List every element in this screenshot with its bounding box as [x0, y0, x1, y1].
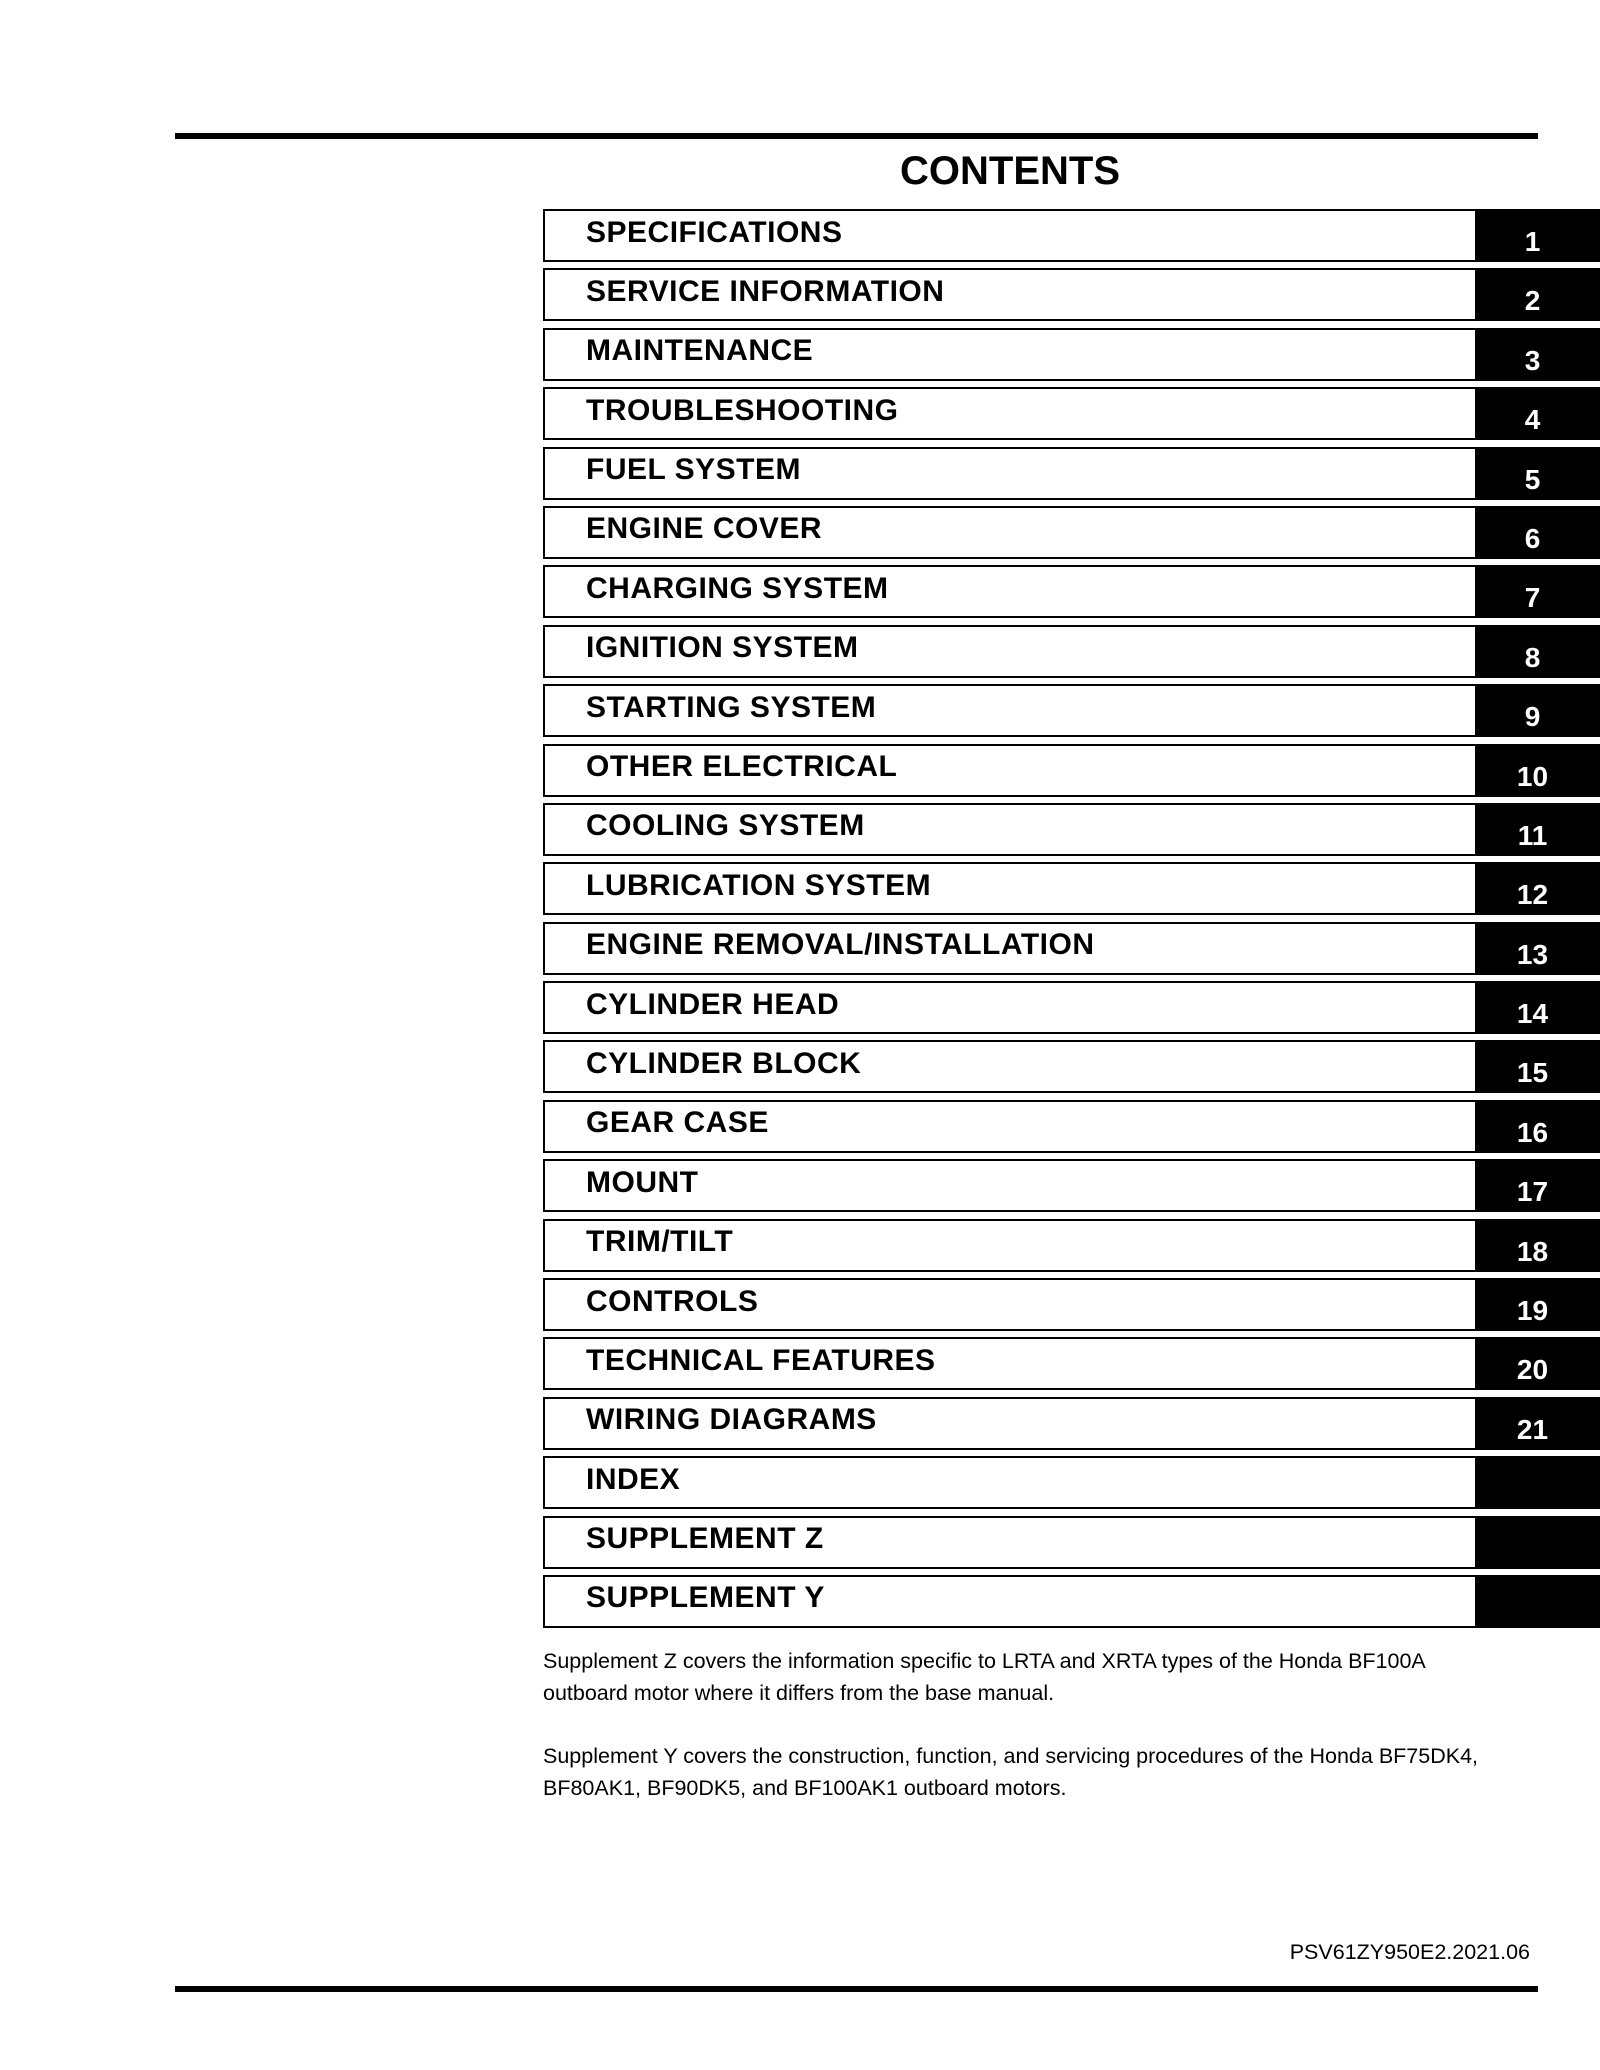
- toc-entry-fuel-system[interactable]: [543, 447, 1600, 500]
- toc-label: OTHER ELECTRICAL: [586, 750, 898, 784]
- section-tab[interactable]: [1477, 506, 1600, 559]
- section-number: 1: [1524, 226, 1541, 257]
- toc-label-box: [543, 684, 1477, 737]
- toc-entry-controls[interactable]: [543, 1278, 1600, 1331]
- section-tab[interactable]: [1477, 1575, 1600, 1628]
- contents-list: [543, 209, 1600, 1634]
- toc-label: FUEL SYSTEM: [586, 453, 801, 487]
- toc-entry-troubleshooting[interactable]: [543, 387, 1600, 440]
- section-number: 13: [1516, 938, 1549, 970]
- section-tab[interactable]: [1477, 1456, 1600, 1509]
- toc-entry-wiring-diagrams[interactable]: [543, 1397, 1600, 1450]
- section-tab[interactable]: [1477, 1159, 1600, 1212]
- section-tab[interactable]: [1477, 803, 1600, 856]
- toc-label-box: [543, 1337, 1477, 1390]
- toc-label: MAINTENANCE: [586, 334, 814, 368]
- toc-label-box: [543, 1516, 1477, 1569]
- toc-label-box: [543, 447, 1477, 500]
- toc-label-box: [543, 1219, 1477, 1272]
- section-tab[interactable]: [1477, 744, 1600, 797]
- toc-entry-engine-cover[interactable]: [543, 506, 1600, 559]
- section-tab[interactable]: [1477, 862, 1600, 915]
- toc-entry-service-information[interactable]: [543, 268, 1600, 321]
- toc-label-box: [543, 387, 1477, 440]
- toc-label: IGNITION SYSTEM: [586, 631, 859, 665]
- toc-label-box: [543, 565, 1477, 618]
- section-number: 11: [1517, 819, 1548, 851]
- section-number: 9: [1524, 701, 1541, 733]
- section-tab[interactable]: [1477, 1337, 1600, 1390]
- toc-entry-maintenance[interactable]: [543, 328, 1600, 381]
- toc-entry-charging-system[interactable]: [543, 565, 1600, 618]
- toc-label: MOUNT: [586, 1165, 699, 1199]
- section-number: 16: [1516, 1116, 1549, 1148]
- toc-label: STARTING SYSTEM: [586, 690, 877, 724]
- toc-label: TRIM/TILT: [586, 1225, 734, 1259]
- section-number: 3: [1524, 344, 1541, 376]
- toc-label-box: [543, 209, 1477, 262]
- toc-label: LUBRICATION SYSTEM: [586, 868, 932, 902]
- top-rule: [175, 133, 1538, 139]
- toc-label: ENGINE COVER: [586, 512, 823, 546]
- toc-label-box: [543, 922, 1477, 975]
- toc-entry-supplement-z[interactable]: [543, 1516, 1600, 1569]
- toc-label: INDEX: [586, 1462, 681, 1496]
- toc-entry-specifications[interactable]: [543, 209, 1600, 262]
- toc-label-box: [543, 1040, 1477, 1093]
- section-tab[interactable]: [1477, 447, 1600, 500]
- toc-label: SERVICE INFORMATION: [586, 274, 945, 308]
- toc-entry-technical-features[interactable]: [543, 1337, 1600, 1390]
- section-number: 6: [1524, 522, 1541, 554]
- section-tab[interactable]: [1477, 684, 1600, 737]
- toc-label: WIRING DIAGRAMS: [586, 1403, 877, 1437]
- toc-entry-trim-tilt[interactable]: [543, 1219, 1600, 1272]
- toc-label-box: [543, 268, 1477, 321]
- bottom-rule: [175, 1986, 1538, 1992]
- section-number: 14: [1516, 998, 1549, 1030]
- toc-entry-mount[interactable]: [543, 1159, 1600, 1212]
- section-tab[interactable]: [1477, 981, 1600, 1034]
- section-tab[interactable]: [1477, 328, 1600, 381]
- section-number: 20: [1516, 1354, 1549, 1386]
- section-number: 8: [1524, 641, 1541, 673]
- supplement-y-note: Supplement Y covers the construction, function, and servicing procedures of the Honda BF75DK4, BF80AK1, BF90DK5, and BF100AK1 outboard motors.: [543, 1744, 1478, 1800]
- toc-entry-engine-removal-installation[interactable]: [543, 922, 1600, 975]
- section-number: 7: [1524, 582, 1541, 614]
- toc-label-box: [543, 1159, 1477, 1212]
- section-number: 4: [1524, 404, 1541, 436]
- toc-label: GEAR CASE: [586, 1106, 769, 1140]
- toc-label-box: [543, 862, 1477, 915]
- toc-label-box: [543, 1575, 1477, 1628]
- section-tab[interactable]: [1477, 1040, 1600, 1093]
- section-tab[interactable]: [1477, 1219, 1600, 1272]
- section-tab[interactable]: [1477, 922, 1600, 975]
- toc-label-box: [543, 1100, 1477, 1153]
- section-number: 17: [1516, 1176, 1549, 1208]
- toc-label: CYLINDER HEAD: [586, 987, 840, 1021]
- toc-label-box: [543, 1278, 1477, 1331]
- toc-label-box: [543, 744, 1477, 797]
- toc-label: CONTROLS: [586, 1284, 759, 1318]
- section-number: 10: [1516, 760, 1549, 792]
- toc-label-box: [543, 1456, 1477, 1509]
- toc-label-box: [543, 328, 1477, 381]
- toc-label: SUPPLEMENT Z: [586, 1522, 824, 1556]
- toc-entry-starting-system[interactable]: [543, 684, 1600, 737]
- section-number: 12: [1516, 879, 1549, 911]
- section-tab[interactable]: [1477, 1516, 1600, 1569]
- section-tab[interactable]: [1477, 625, 1600, 678]
- toc-label: SPECIFICATIONS: [586, 215, 843, 249]
- section-tab[interactable]: [1477, 209, 1600, 262]
- toc-label-box: [543, 803, 1477, 856]
- section-tab[interactable]: [1477, 1278, 1600, 1331]
- page-title: CONTENTS: [900, 149, 1120, 193]
- toc-label-box: [543, 1397, 1477, 1450]
- toc-entry-cylinder-head[interactable]: [543, 981, 1600, 1034]
- section-number: 21: [1516, 1413, 1549, 1445]
- toc-label: TECHNICAL FEATURES: [586, 1343, 936, 1377]
- section-number: 18: [1516, 1235, 1549, 1267]
- toc-entry-cooling-system[interactable]: [543, 803, 1600, 856]
- toc-label: TROUBLESHOOTING: [586, 393, 899, 427]
- section-number: 15: [1516, 1057, 1549, 1089]
- document-code: PSV61ZY950E2.2021.06: [1289, 1940, 1530, 1964]
- toc-label: SUPPLEMENT Y: [586, 1581, 825, 1615]
- toc-label: COOLING SYSTEM: [586, 809, 865, 843]
- toc-label-box: [543, 981, 1477, 1034]
- section-tab[interactable]: [1477, 1397, 1600, 1450]
- toc-entry-supplement-y[interactable]: [543, 1575, 1600, 1628]
- section-tab[interactable]: [1477, 268, 1600, 321]
- toc-entry-index[interactable]: [543, 1456, 1600, 1509]
- supplement-z-note: Supplement Z covers the information specific to LRTA and XRTA types of the Honda BF100A outboard motor where it differs from the base manual.: [543, 1649, 1425, 1705]
- toc-label-box: [543, 506, 1477, 559]
- toc-entry-ignition-system[interactable]: [543, 625, 1600, 678]
- section-tab[interactable]: [1477, 387, 1600, 440]
- toc-entry-gear-case[interactable]: [543, 1100, 1600, 1153]
- section-tab[interactable]: [1477, 565, 1600, 618]
- toc-label: CHARGING SYSTEM: [586, 571, 889, 605]
- section-tab[interactable]: [1477, 1100, 1600, 1153]
- toc-entry-cylinder-block[interactable]: [543, 1040, 1600, 1093]
- section-number: 2: [1524, 285, 1541, 317]
- section-number: 19: [1516, 1295, 1549, 1327]
- section-number: 5: [1524, 463, 1541, 495]
- toc-label-box: [543, 625, 1477, 678]
- toc-entry-other-electrical[interactable]: [543, 744, 1600, 797]
- toc-label: ENGINE REMOVAL/INSTALLATION: [586, 928, 1095, 962]
- toc-entry-lubrication-system[interactable]: [543, 862, 1600, 915]
- toc-label: CYLINDER BLOCK: [586, 1046, 862, 1080]
